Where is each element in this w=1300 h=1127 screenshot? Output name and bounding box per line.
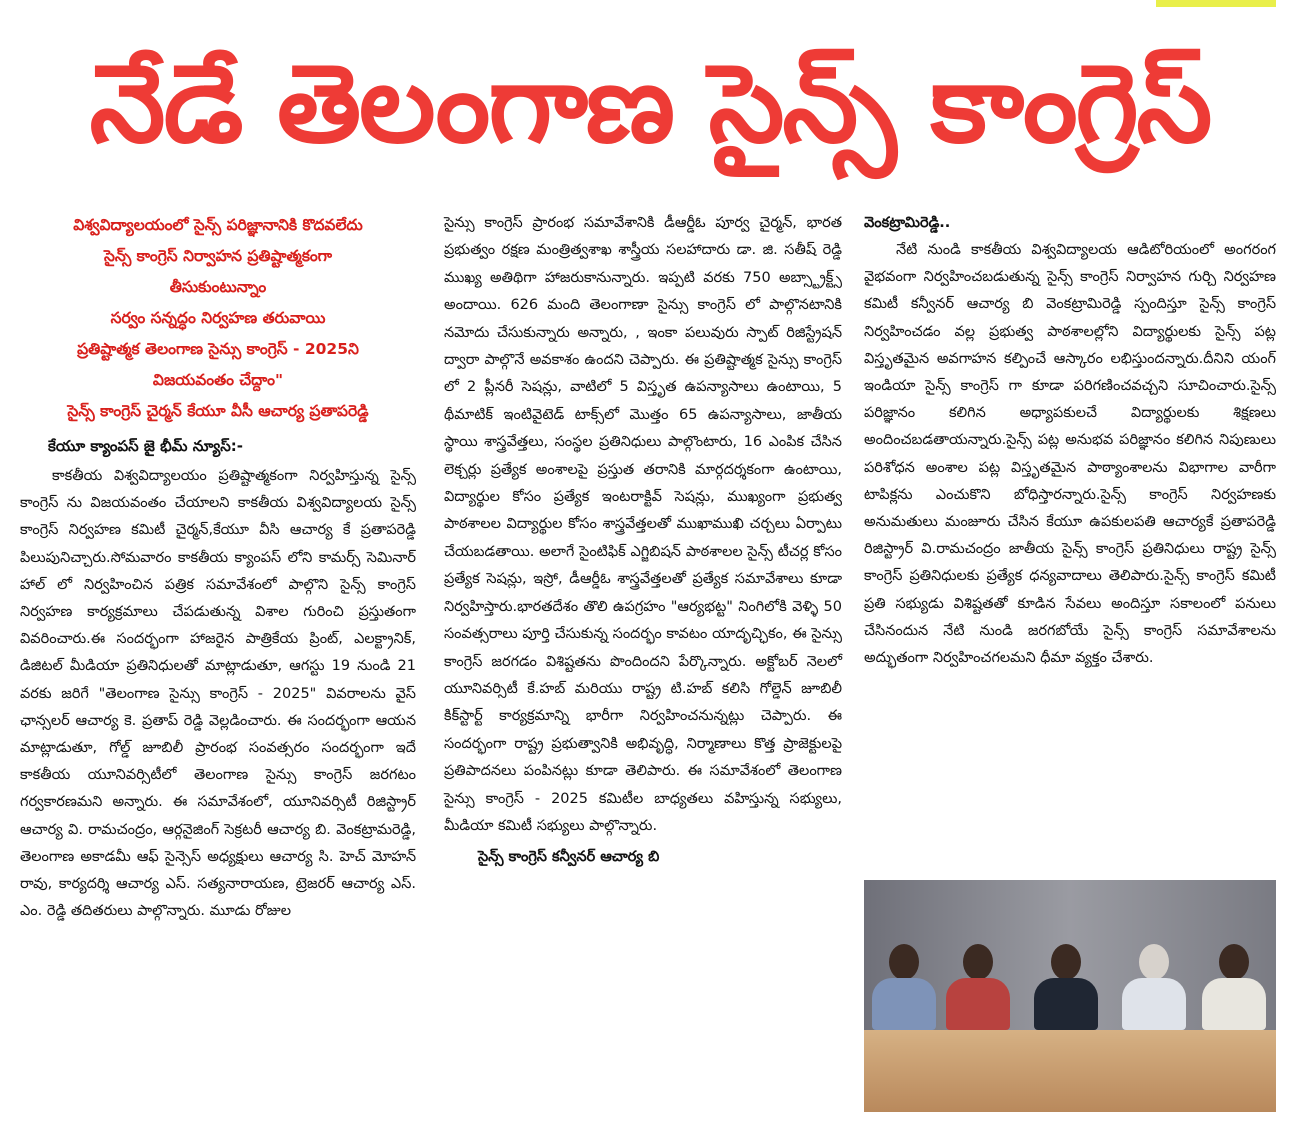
highlight-line: విశ్వవిద్యాలయంలో సైన్స్ పరిజ్ఞానానికి కొదవలేదు: [73, 216, 363, 234]
corner-color-mark: [1156, 0, 1276, 7]
article-body-column-1: కాకతీయ విశ్వవిద్యాలయం ప్రతిష్టాత్మకంగా నిర్వహిస్తున్న సైన్స్ కాంగ్రెస్ ను విజయవంతం చేయాలని కాకతీయ విశ్వవిద్యాలయ సైన్స్ కాంగ్రెస్ నిర్వహణ కమిటీ చైర్మన్,కేయూ వీసి ఆచార్య కే ప్రతాపరెడ్డి పిలుపునిచ్చారు.సోమవారం కాకతీయ క్యాంపస్ లోని కామర్స్ సెమినార్ హాల్ లో నిర్వహించిన పత్రిక సమావేశంలో పాల్గొని సైన్స్ కాంగ్రెస్ నిర్వహణ కార్యక్రమాలు చేపడుతున్న విశాల గురించి ప్రస్తుతంగా వివరించారు.ఈ సందర్భంగా హాజరైన పాత్రికేయ ప్రింట్, ఎలక్ట్రానిక్, డిజిటల్ మీడియా ప్రతినిధులతో మాట్లాడుతూ, ఆగస్టు 19 నుండి 21 వరకు జరిగే "తెలంగాణ సైన్సు కాంగ్రెస్ - 2025" వివరాలను వైస్ ఛాన్సలర్ ఆచార్య కె. ప్రతాప్ రెడ్డి వెల్లడించారు. ఈ సందర్భంగా ఆయన మాట్లాడుతూ, గోల్డ్ జూబిలీ ప్రారంభ సంవత్సరం సందర్భంగా ఇదే కాకతీయ యూనివర్సిటీలో తెలంగాణ సైన్సు కాంగ్రెస్ జరగటం గర్వకారణమని అన్నారు. ఈ సమావేశంలో, యూనివర్సిటీ రిజిస్ట్రార్ ఆచార్య వి. రామచంద్రం, ఆర్గనైజింగ్ సెక్రటరీ ఆచార్య బి. వెంకట్రామరెడ్డి, తెలంగాణ అకాడమీ ఆఫ్ సైన్సెస్ అధ్యక్షులు ఆచార్య సి. హెచ్ మోహన్ రావు, కార్యదర్శి ఆచార్య ఎస్. సత్యనారాయణ, ట్రెజరర్ ఆచార్య ఎస్. ఎం. రెడ్డి తదితరులు పాల్గొన్నారు. మూడు రోజుల: [20, 468, 416, 920]
photo-person: [1034, 944, 1098, 1030]
press-meet-photo: [864, 880, 1276, 1112]
headline: నేడే తెలంగాణ సైన్స్ కాంగ్రెస్: [89, 42, 1211, 167]
photo-person: [946, 944, 1010, 1030]
highlight-line: ప్రతిష్టాత్మక తెలంగాణ సైన్సు కాంగ్రెస్ - 2025ని: [77, 340, 359, 358]
article-body-column-3: నేటి నుండి కాకతీయ విశ్వవిద్యాలయ ఆడిటోరియంలో అంగరంగ వైభవంగా నిర్వహించబడుతున్న సైన్స్ కాంగ్రెస్ నిర్వాహన గుర్చి నిర్వహణ కమిటీ కన్వీనర్ ఆచార్య బి వెంకట్రామిరెడ్డి స్పందిస్తూ సైన్స్ కాంగ్రెస్ నిర్వహించడం వల్ల ప్రభుత్వ పాఠశాలల్లోని విద్యార్థులకు సైన్స్ పట్ల విస్తృతమైన అవగాహన కల్పించే ఆస్కారం లభిస్తుందన్నారు.దీనిని యంగ్ ఇండియా సైన్స్ కాంగ్రెస్ గా కూడా పరిగణించవచ్చని సూచించారు.సైన్స్ పరిజ్ఞానం కలిగిన అధ్యాపకులచే విద్యార్థులకు శిక్షణలు అందించబడతాయన్నారు.సైన్స్ పట్ల అనుభవ పరిజ్ఞానం కలిగిన నిపుణులు పరిశోధన అంశాల పట్ల విస్తృతమైన పాఠ్యాంశాలను విభాగాల వారీగా టాపిక్లను ఎంచుకొని బోధిస్తారన్నారు.సైన్స్ కాంగ్రెస్ నిర్వహణకు అనుమతులు మంజూరు చేసిన కేయూ ఉపకులపతి ఆచార్యకే ప్రతాపరెడ్డి రిజిస్ట్రార్ వి.రామచంద్రం జాతీయ సైన్స్ కాంగ్రెస్ ప్రతినిధులు రాష్ట్ర సైన్స్ కాంగ్రెస్ ప్రతినిధులకు ప్రత్యేక ధన్యవాదాలు తెలిపారు.సైన్స్ కాంగ్రెస్ కమిటీ ప్రతి సభ్యుడు విశిష్టతతో కూడిన సేవలు అందిస్తూ సకాలంలో పనులు చేసినందున నేటి నుండి జరగబోయే సైన్స్ కాంగ్రెస్ సమావేశాలను అద్భుతంగా నిర్వహించగలమని ధీమా వ్యక్తం చేశారు.: [864, 242, 1276, 667]
highlight-line: విజయవంతం చేద్దాం": [152, 371, 284, 389]
photo-table: [864, 1030, 1276, 1112]
article-body-column-2: సైన్సు కాంగ్రెస్ ప్రారంభ సమావేశానికి డీఆర్డీఓ పూర్వ చైర్మన్, భారత ప్రభుత్వం రక్షణ మంత్రిత్వశాఖ శాస్త్రీయ సలహాదారు డా. జి. సతీష్ రెడ్డి ముఖ్య అతిథిగా హాజరుకానున్నారు. ఇప్పటి వరకు 750 అబ్స్ట్రాక్ట్స్ అందాయి. 626 మంది తెలంగాణా సైన్సు కాంగ్రెస్ లో పాల్గొనటానికి నమోదు చేసుకున్నారు అన్నారు, , ఇంకా పలువురు స్పాట్ రిజిస్ట్రేషన్ ద్వారా పాల్గొనే అవకాశం ఉందని చెప్పారు. ఈ ప్రతిష్టాత్మక సైన్సు కాంగ్రెస్ లో 2 ప్లీనరీ సెషన్లు, వాటిలో 5 విస్తృత ఉపన్యాసాలు ఉంటాయి, 5 థీమాటిక్ ఇంటివైటెడ్ టాక్స్‌లో మొత్తం 65 ఉపన్యాసాలు, జాతీయ స్థాయి శాస్త్రవేత్తలు, సంస్థల ప్రతినిధులు పాల్గొంటారు, 16 ఎంపిక చేసిన లెక్చర్లు ప్రత్యేక అంశాలపై ప్రస్తుత తరానికి మార్గదర్శకంగా ఉంటాయి, విద్యార్థుల కోసం ప్రత్యేక ఇంటరాక్టివ్ సెషన్లు, ముఖ్యంగా ప్రభుత్వ పాఠశాలల విద్యార్థుల కోసం శాస్త్రవేత్తలతో ముఖాముఖి చర్చలు ఏర్పాటు చేయబడతాయి. అలాగే సైంటిఫిక్ ఎగ్జిబిషన్ పాఠశాలల సైన్స్ టీచర్ల కోసం ప్రత్యేక సెషన్లు, ఇస్రో, డీఆర్డీఓ శాస్త్రవేత్తలతో ప్రత్యేక సమావేశాలు కూడా నిర్వహిస్తారు.భారతదేశం తొలి ఉపగ్రహం "ఆర్యభట్ట" నింగిలోకి వెళ్ళి 50 సంవత్సరాలు పూర్తి చేసుకున్న సందర్భం కావటం యాదృచ్ఛికం, ఈ సైన్సు కాంగ్రెస్ జరగడం విశిష్టతను పొందిందని పేర్కొన్నారు. అక్టోబర్ నెలలో యూనివర్సిటీ కే.హబ్ మరియు రాష్ట్ర టి.హబ్ కలిసి గోల్డెన్ జూబిలీ కిక్‌స్టార్ట్ కార్యక్రమాన్ని భారీగా నిర్వహించనున్నట్లు చెప్పారు. ఈ సందర్భంగా రాష్ట్ర ప్రభుత్వానికి అభివృద్ధి, నిర్మాణాలు కొత్త ప్రాజెక్టులపై ప్రతిపాదనలు పంపినట్లు కూడా తెలిపారు. ఈ సమావేశంలో తెలంగాణ సైన్సు కాంగ్రెస్ - 2025 కమిటీల బాధ్యతలు వహిస్తున్న సభ్యులు, మీడియా కమిటీ సభ్యులు పాల్గొన్నారు.: [444, 215, 842, 834]
photo-person: [1202, 944, 1266, 1030]
highlight-line: సైన్స్ కాంగ్రెస్ నిర్వాహన ప్రతిష్టాత్మకంగా: [103, 247, 333, 265]
highlight-line: సర్వం సన్నద్ధం నిర్వహణ తరువాయి: [110, 309, 326, 327]
column-3: [864, 210, 1276, 672]
dateline: కేయూ క్యాంపస్ జై భీమ్ న్యూస్:-: [48, 437, 243, 455]
column-1: [20, 210, 416, 925]
convener-subheading: సైన్స్ కాంగ్రెస్ కన్వీనర్ ఆచార్య బి: [478, 849, 660, 866]
photo-person: [1122, 944, 1186, 1030]
convener-name: వెంకట్రామిరెడ్డి..: [864, 215, 951, 231]
highlight-line: తీసుకుంటున్నాం: [169, 278, 267, 296]
photo-person: [872, 944, 936, 1030]
highlight-box: [20, 210, 416, 427]
highlight-line: సైన్స్ కాంగ్రెస్ చైర్మన్ కేయూ వీసీ ఆచార్య ప్రతాపరెడ్డి: [67, 402, 369, 420]
column-2: [444, 210, 842, 871]
